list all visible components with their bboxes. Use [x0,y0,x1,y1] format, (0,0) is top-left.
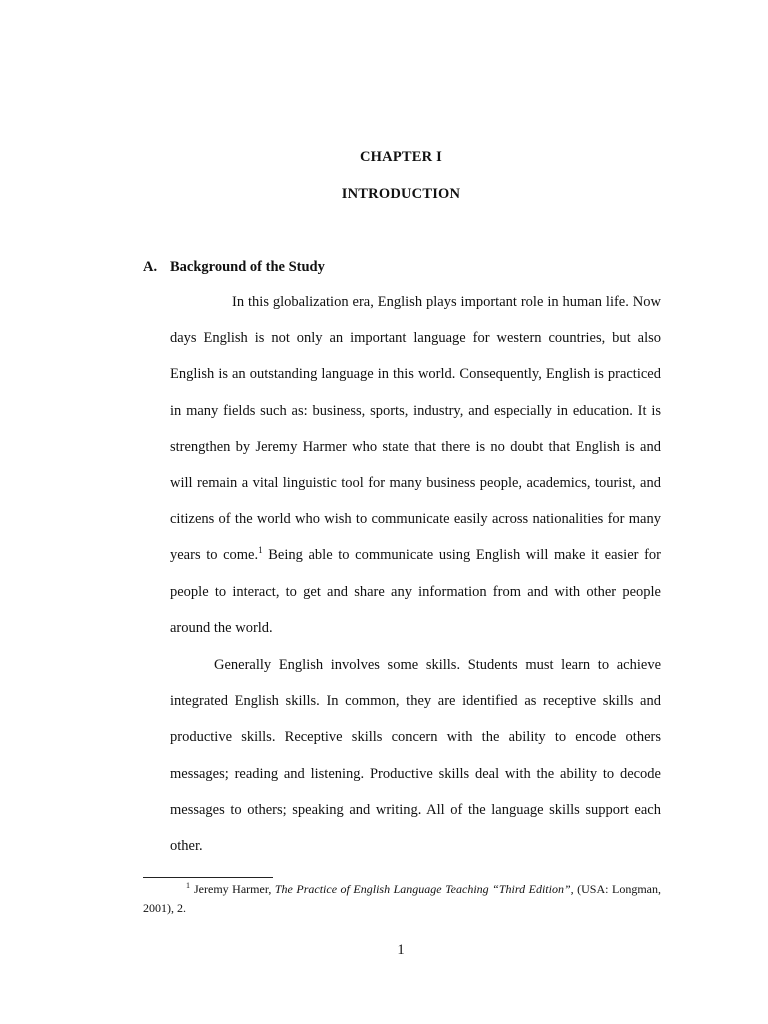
section-letter: A. [143,259,158,275]
paragraph-1 [170,284,661,646]
paragraph-1-continuation: Being able to communicate using English will make it easier for people to interact, to get and share any information from and with other people around the world. [170,547,661,636]
footnote-reference: 1 [258,545,263,556]
page-number: 1 [397,942,405,958]
chapter-title: INTRODUCTION [341,186,461,202]
footnote-book-title: The Practice of English Language Teaching “Third Edition”, [274,882,574,896]
footnote-publication: (USA: Longman, 2001), 2. [143,882,661,915]
footnote-number: 1 [186,881,190,890]
section-title: Background of the Study [170,259,325,275]
footnote-author: Jeremy Harmer, [194,882,275,896]
section-heading [143,259,325,276]
footnote-separator [143,877,273,878]
paragraph-1-text: In this globalization era, English plays important role in human life. Now days English is not only an important language for western countries, but also English is an outstanding language in this world. Consequently, English is practiced in many fields such as: business, sports, industry, and especially in education. It is strengthen by Jeremy Harmer who state that there is no doubt that English is and will remain a vital linguistic tool for many business people, academics, tourist, and citizens of the world who wish to communicate easily across nationalities for many years to come. [170,294,661,564]
chapter-number: CHAPTER I [360,149,442,165]
footnote [143,880,661,918]
paragraph-2: Generally English involves some skills. Students must learn to achieve integrated English skills. In common, they are identified as receptive skills and productive skills. Receptive skills concern with the ability to encode others messages; reading and listening. Productive skills deal with the ability to decode messages to others; speaking and writing. All of the language skills support each other. [170,657,661,855]
